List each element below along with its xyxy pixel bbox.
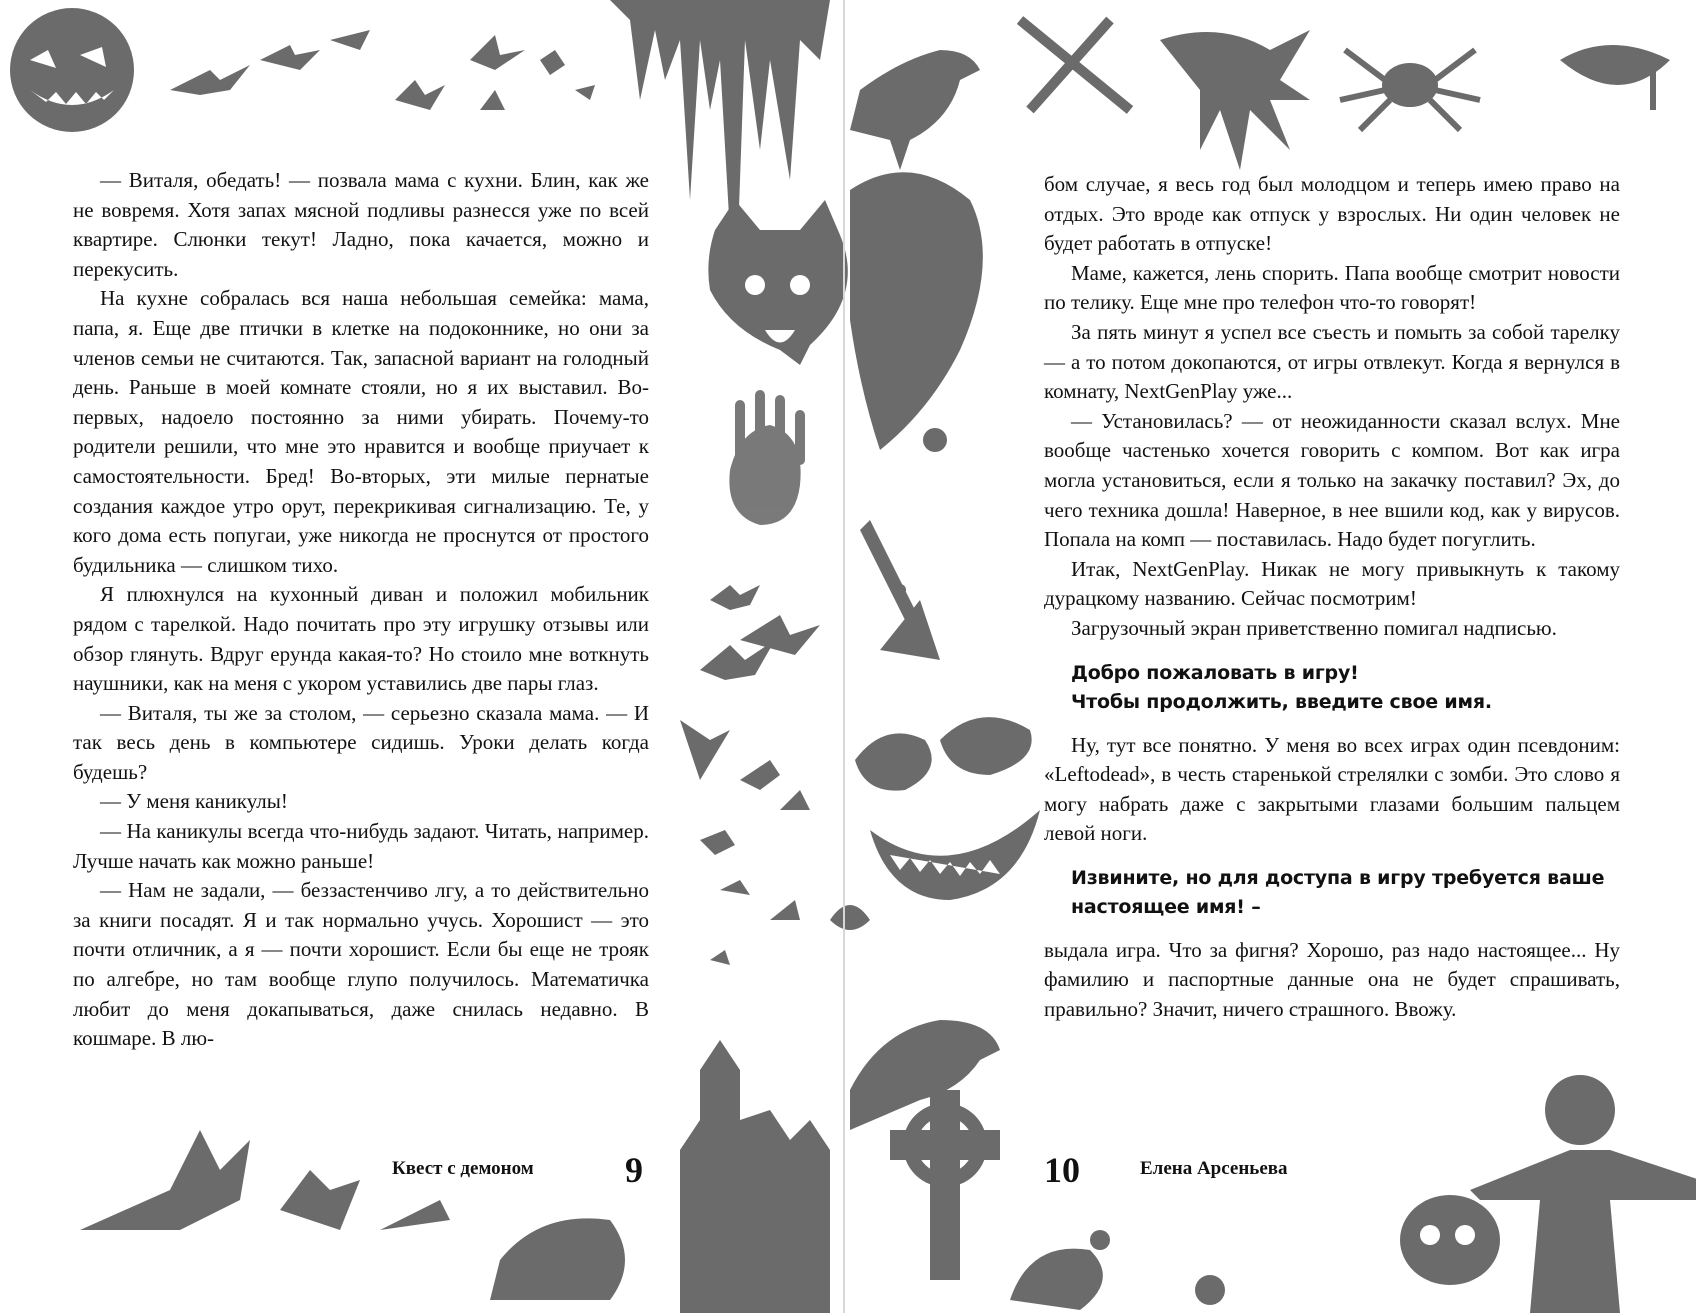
paragraph: — Нам не задали, — беззастенчиво лгу, а то действительно за книги посадят. Я и так нормально учусь. Хорошист — это почти отличник, а я — почти хорошист. Если бы еще не трояк по алгебре, но там вообще глупо получилось. Математичка любит до меня докапываться, даже снилась недавно. В кошмаре. В лю-	[73, 878, 649, 1051]
paragraph: Маме, кажется, лень спорить. Папа вообще смотрит новости по телику. Еще мне про телефон что-то говорят!	[1044, 260, 1620, 315]
cross-mark-icon	[1020, 20, 1130, 110]
paragraph: — Установилась? — от неожиданности сказал вслух. Мне вообще частенько хочется говорить с компом. Вот как игра могла установиться, если я только на закачку поставил? Эх, до чего техника дошла! Наверное, в нее вшили код, как у вирусов. Попала на комп — поставилась. Надо будет погуглить.	[1044, 408, 1620, 552]
book-gutter	[843, 0, 845, 1313]
paragraph: Итак, NextGenPlay. Никак не могу привыкнуть к такому дурацкому названию. Сейчас посмотрим!	[1044, 556, 1620, 611]
left-page-text	[73, 166, 649, 1054]
paragraph: — Виталя, ты же за столом, — серьезно сказала мама. — И так весь день в компьютере сидишь. Уроки делать когда будешь?	[73, 700, 649, 784]
system-message-line: Добро пожаловать в игру!	[1071, 661, 1359, 684]
system-message-line: Чтобы продолжить, введите свое имя.	[1071, 690, 1492, 713]
church-illustration	[680, 1040, 830, 1313]
paragraph: — Виталя, обедать! — позвала мама с кухни. Блин, как же не вовремя. Хотя запах мясной подливы разнесся уже по всей квартире. Слюнки текут! Ладно, пока качается, можно и перекусить.	[73, 168, 649, 281]
paragraph: Ну, тут все понятно. У меня во всех играх один псевдоним: «Leftodead», в честь старенькой стрелялки с зомби. Это слово я могу набрать даже с закрытыми глазами большим пальцем левой ноги.	[1044, 732, 1620, 846]
paragraph: — На каникулы всегда что-нибудь задают. Читать, например. Лучше начать как можно раньше!	[73, 819, 649, 873]
paragraph-continuation: бом случае, я весь год был молодцом и теперь имею право на отдых. Это вроде как отпуск у взрослых. Ни один человек не будет работать в отпуске!	[1044, 172, 1620, 256]
bats-column-icon	[680, 585, 870, 965]
ink-splatter-bottom-icon	[1010, 1230, 1225, 1310]
bats-bottom-left-icon	[80, 1130, 625, 1300]
cat-head-icon	[708, 200, 847, 365]
lips-icon	[1560, 45, 1670, 110]
handprint-icon	[729, 390, 805, 525]
left-footer-title: Квест с демоном	[392, 1158, 534, 1179]
right-footer-title: Елена Арсеньева	[1140, 1158, 1288, 1179]
shadow-figure-illustration	[850, 172, 983, 660]
system-message-line: Извините, но для доступа в игру требуется ваше	[1071, 866, 1605, 889]
paragraph: Загрузочный экран приветственно помигал надписью.	[1071, 615, 1557, 640]
paragraph: За пять минут я успел все съесть и помыть за собой тарелку — а то потом докопаются, от игры отвлекут. Когда я вернулся в комнату, NextGenPlay уже...	[1044, 319, 1620, 404]
bats-top-left-icon	[170, 30, 595, 110]
system-message	[1071, 864, 1620, 922]
system-message-line: настоящее имя! –	[1071, 895, 1261, 918]
hand-icon	[1160, 30, 1310, 170]
scarecrow-icon	[1470, 1075, 1696, 1313]
right-page-text	[1044, 170, 1620, 1025]
pumpkin-icon	[10, 8, 134, 132]
right-page-number: 10	[1044, 1150, 1080, 1190]
paragraph: — У меня каникулы!	[100, 789, 288, 814]
crow-top-right-icon	[850, 50, 980, 170]
clown-face-icon	[855, 717, 1040, 900]
skull-icon	[1400, 1195, 1500, 1285]
paragraph: выдала игра. Что за фигня? Хорошо, раз надо настоящее... Ну фамилию и паспортные данные она не будет спрашивать, правильно? Значит, ничего страшного. Ввожу.	[1044, 937, 1620, 1022]
system-message	[1071, 659, 1620, 717]
left-page-number: 9	[625, 1150, 643, 1190]
paragraph: Я плюхнулся на кухонный диван и положил мобильник рядом с тарелкой. Надо почитать про эту игрушку отзывы или обзор глянуть. Вдруг ерунда какая-то? Но стоило мне воткнуть наушники, как на меня с укором уставились две пары глаз.	[73, 582, 649, 696]
spider-icon	[1340, 50, 1480, 130]
celtic-cross-icon	[890, 1090, 1000, 1280]
paragraph: На кухне собралась вся наша небольшая семейка: мама, папа, я. Еще две птички в клетке на подоконнике, но они за членов семьи не считаются. Так, запасной вариант на голодный день. Раньше в моей комнате стояли, но я их выставил. Во-первых, надоело постоянно за ними убирать. Почему-то родители решили, что мне это нравится и вообще приучает к самостоятельности. Бред! Во-вторых, эти милые пернатые создания каждое утро орут, перекрикивая сигнализацию. Те, у кого дома есть попугаи, уже никогда не проснутся от простого будильника — слишком тихо.	[73, 286, 649, 577]
